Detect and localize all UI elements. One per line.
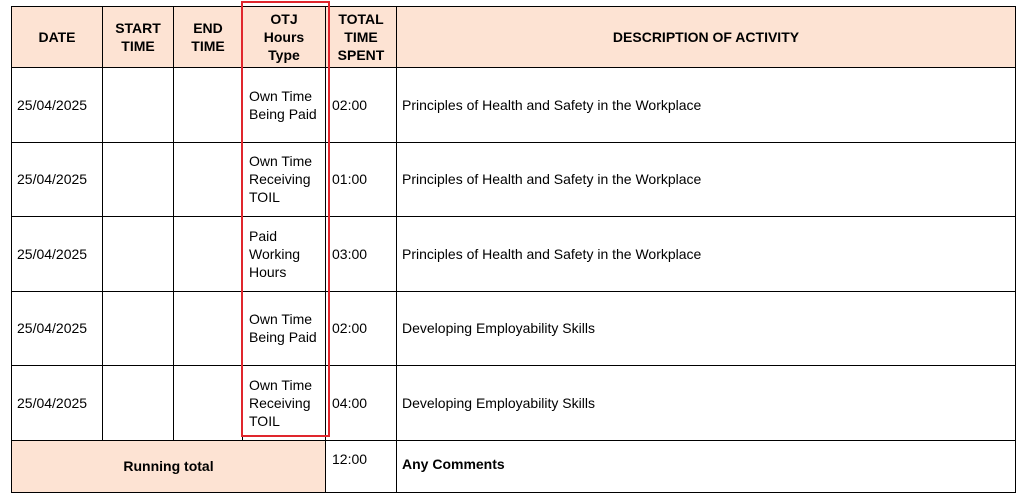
time-spent-cell: 02:00: [326, 68, 397, 143]
header-total-time-spent: [326, 7, 397, 68]
table-row: [12, 291, 1016, 366]
start-time-cell: [103, 291, 174, 366]
description-cell: Developing Employability Skills: [397, 366, 1016, 441]
header-start-time: [103, 7, 174, 68]
header-date: DATE: [12, 7, 103, 68]
running-total-label: Running total: [12, 440, 326, 492]
description-cell: Principles of Health and Safety in the Workplace: [397, 142, 1016, 217]
otj-type-cell: Own Time Receiving TOIL: [243, 142, 326, 217]
header-end-time: [174, 7, 243, 68]
header-end-time-label: END TIME: [191, 20, 225, 54]
date-cell: 25/04/2025: [12, 291, 103, 366]
description-cell: Principles of Health and Safety in the Workplace: [397, 68, 1016, 143]
table-row: [12, 217, 1016, 292]
footer-row: [12, 440, 1016, 492]
date-cell: 25/04/2025: [12, 217, 103, 292]
running-total-value: 12:00: [326, 440, 397, 492]
description-cell: Developing Employability Skills: [397, 291, 1016, 366]
start-time-cell: [103, 366, 174, 441]
start-time-cell: [103, 68, 174, 143]
any-comments-label: Any Comments: [397, 440, 1016, 492]
header-row: [12, 7, 1016, 68]
time-spent-cell: 01:00: [326, 142, 397, 217]
time-spent-cell: 03:00: [326, 217, 397, 292]
description-cell: Principles of Health and Safety in the Workplace: [397, 217, 1016, 292]
header-start-time-label: START TIME: [115, 20, 161, 54]
date-cell: 25/04/2025: [12, 142, 103, 217]
table-row: [12, 366, 1016, 441]
end-time-cell: [174, 142, 243, 217]
activity-log-table: [11, 6, 1016, 493]
start-time-cell: [103, 217, 174, 292]
end-time-cell: [174, 217, 243, 292]
header-total-label: TOTAL TIME SPENT: [337, 11, 385, 63]
time-spent-cell: 04:00: [326, 366, 397, 441]
otj-type-cell: Own Time Receiving TOIL: [243, 366, 326, 441]
start-time-cell: [103, 142, 174, 217]
end-time-cell: [174, 366, 243, 441]
date-cell: 25/04/2025: [12, 366, 103, 441]
header-description: DESCRIPTION OF ACTIVITY: [397, 7, 1016, 68]
otj-type-cell: Own Time Being Paid: [243, 68, 326, 143]
table-row: [12, 142, 1016, 217]
end-time-cell: [174, 291, 243, 366]
date-cell: 25/04/2025: [12, 68, 103, 143]
time-spent-cell: 02:00: [326, 291, 397, 366]
header-otj-hours-type: [243, 7, 326, 68]
otj-type-cell: Paid Working Hours: [243, 217, 326, 292]
otj-type-cell: Own Time Being Paid: [243, 291, 326, 366]
table-row: [12, 68, 1016, 143]
end-time-cell: [174, 68, 243, 143]
header-otj-label: OTJ Hours Type: [263, 11, 305, 63]
